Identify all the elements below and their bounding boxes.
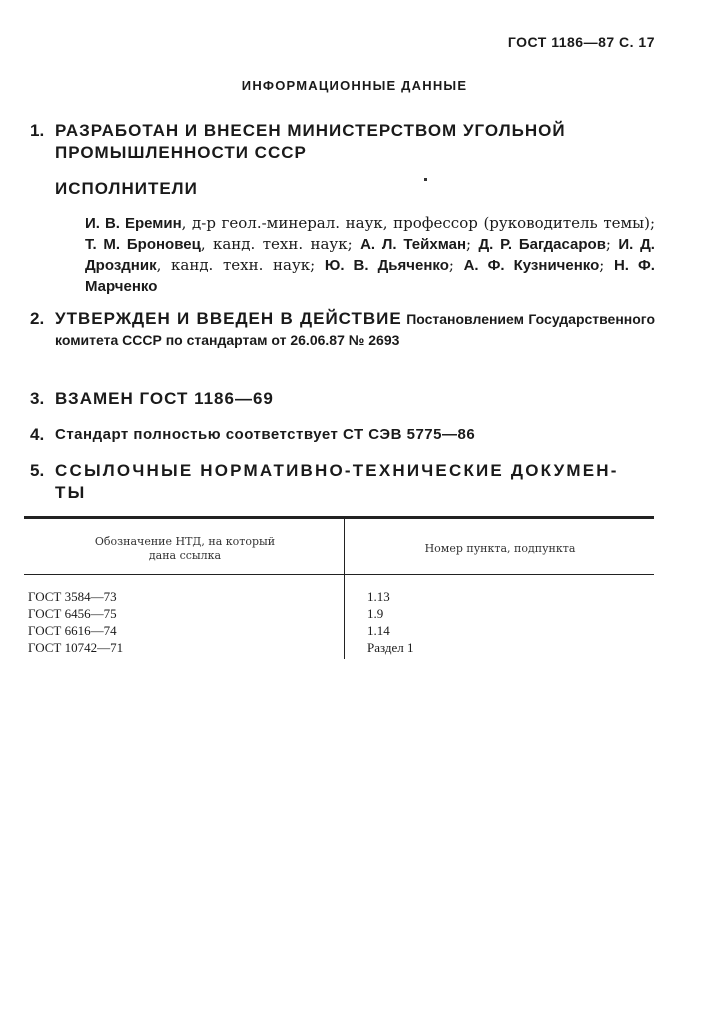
- section-1-heading-line1: РАЗРАБОТАН И ВНЕСЕН МИНИСТЕРСТВОМ УГОЛЬНОЙ: [55, 121, 566, 140]
- executor-name: Ю. В. Дьяченко: [324, 257, 449, 274]
- table-header-rule: [24, 574, 654, 575]
- table-row: [28, 622, 117, 639]
- executor-detail: ;: [605, 235, 619, 253]
- table-cell-doc: ГОСТ 6456—75: [28, 606, 117, 621]
- table-cell-item: 1.9: [367, 606, 384, 621]
- table-row: [367, 588, 390, 605]
- executor-name: А. Л. Тейхман: [360, 236, 467, 253]
- table-cell-doc: ГОСТ 6616—74: [28, 623, 117, 638]
- table-column-divider: [344, 519, 345, 659]
- executor-detail: ;: [448, 256, 464, 274]
- stray-dot: [424, 178, 427, 181]
- table-header-doc: [40, 535, 330, 563]
- table-header-doc-line1: Обозначение НТД, на который: [94, 535, 276, 548]
- table-header-item: Номер пункта, подпункта: [424, 542, 576, 555]
- executor-detail: ;: [599, 256, 614, 274]
- table-cell-doc: ГОСТ 10742—71: [28, 640, 124, 655]
- section-3-heading: ВЗАМЕН ГОСТ 1186—69: [55, 389, 274, 408]
- executor-detail: , канд. техн. наук;: [200, 235, 361, 253]
- executor-name: И. В. Еремин: [85, 215, 182, 232]
- table-cell-item: 1.14: [367, 623, 390, 638]
- section-3-number: 3.: [30, 389, 45, 408]
- table-cell-doc: ГОСТ 3584—73: [28, 589, 117, 604]
- executor-detail: , д-р геол.-минерал. наук, профессор (руководитель темы);: [181, 214, 655, 232]
- table-row: [367, 639, 414, 656]
- section-5-heading-line2: ТЫ: [55, 483, 87, 502]
- table-row: [28, 605, 117, 622]
- executor-name: Д. Р. Багдасаров: [478, 236, 606, 253]
- section-4-text: Стандарт полностью соответствует СТ СЭВ 5775—86: [55, 426, 476, 443]
- executor-detail: ;: [466, 235, 479, 253]
- section-2-heading: УТВЕРЖДЕН И ВВЕДЕН В ДЕЙСТВИЕ: [55, 309, 402, 328]
- table-row: [28, 588, 117, 605]
- table-row: [367, 605, 383, 622]
- executor-name: Т. М. Броновец: [85, 236, 201, 253]
- page-title: ИНФОРМАЦИОННЫЕ ДАННЫЕ: [241, 78, 468, 93]
- section-2-number: 2.: [30, 309, 45, 328]
- table-row: [367, 622, 390, 639]
- executor-name: Н. Ф. Марченко: [85, 257, 655, 295]
- table-cell-item: 1.13: [367, 589, 390, 604]
- section-5-number: 5.: [30, 461, 45, 480]
- executors-list: [85, 213, 655, 297]
- executor-detail: , канд. техн. наук;: [156, 256, 325, 274]
- section-1-heading-line2: ПРОМЫШЛЕННОСТИ СССР: [55, 143, 307, 162]
- table-top-rule: [24, 516, 654, 519]
- table-cell-item: Раздел 1: [367, 640, 414, 655]
- table-row: [28, 639, 123, 656]
- section-5-heading-line1: ССЫЛОЧНЫЕ НОРМАТИВНО-ТЕХНИЧЕСКИЕ ДОКУМЕН-: [55, 461, 619, 480]
- executor-name: А. Ф. Кузниченко: [463, 257, 600, 274]
- page-header-ref: ГОСТ 1186—87 С. 17: [507, 34, 655, 50]
- table-header-doc-line2: дана ссылка: [148, 549, 222, 562]
- section-4-number: 4.: [30, 425, 45, 444]
- section-2-text: [55, 308, 655, 351]
- section-2-body: Постановлением Государственного комитета СССР по стандартам от 26.06.87 № 2693: [55, 311, 656, 348]
- section-1-number: 1.: [30, 121, 45, 140]
- executors-label: ИСПОЛНИТЕЛИ: [55, 179, 198, 198]
- executor-name: И. Д. Дроздник: [85, 236, 655, 274]
